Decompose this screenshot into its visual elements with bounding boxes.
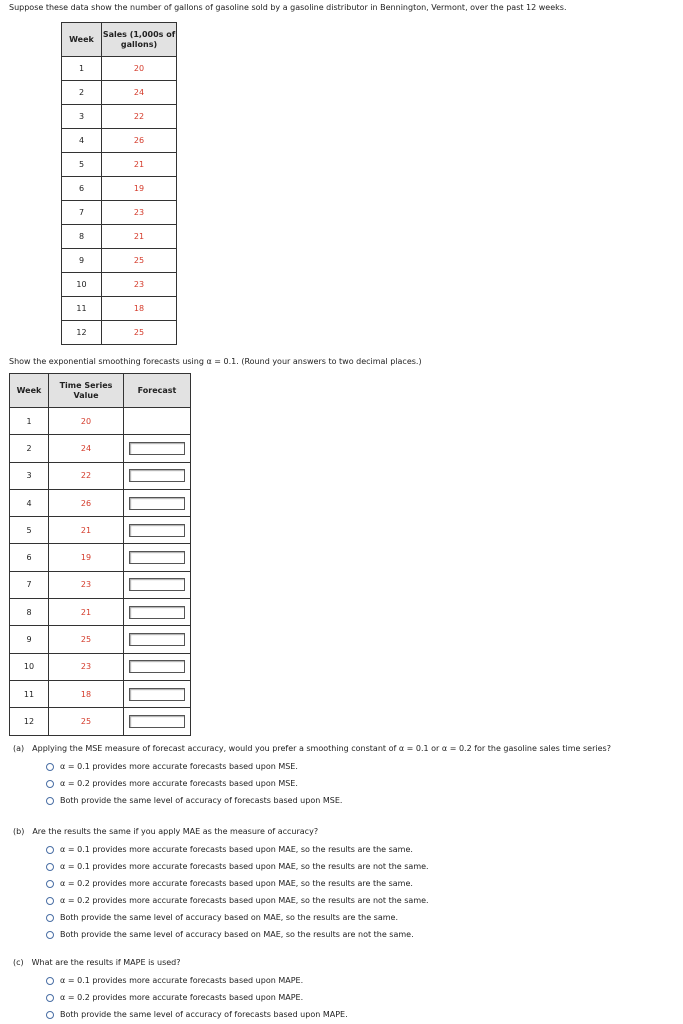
sales-cell: 25 (102, 249, 177, 273)
intro-text: Suppose these data show the number of gallons of gasoline sold by a gasoline distributor in Bennington, Vermont, over the past 12 weeks. (9, 3, 567, 12)
forecast-input-week-10[interactable] (129, 660, 185, 673)
answer-option[interactable] (46, 858, 429, 875)
table-row (62, 57, 177, 81)
value-cell: 18 (49, 680, 124, 707)
week-cell: 11 (62, 297, 102, 321)
forecast-input-week-2[interactable] (129, 442, 185, 455)
option-label: Both provide the same level of accuracy based on MAE, so the results are not the same. (60, 930, 414, 939)
week-cell: 2 (62, 81, 102, 105)
forecast-input-week-9[interactable] (129, 633, 185, 646)
table-row (10, 435, 191, 462)
forecast-input-week-11[interactable] (129, 688, 185, 701)
answer-option[interactable] (46, 775, 611, 792)
answer-option[interactable] (46, 972, 348, 989)
sales-cell: 25 (102, 321, 177, 345)
value-cell: 19 (49, 544, 124, 571)
week-cell: 10 (10, 653, 49, 680)
option-label: α = 0.2 provides more accurate forecasts based upon MSE. (60, 779, 298, 788)
week-cell: 1 (10, 408, 49, 435)
table-row (10, 680, 191, 707)
option-label: Both provide the same level of accuracy of forecasts based upon MAPE. (60, 1010, 348, 1019)
forecast-cell (124, 489, 191, 516)
week-cell: 7 (62, 201, 102, 225)
forecast-input-week-7[interactable] (129, 578, 185, 591)
sales-cell: 21 (102, 225, 177, 249)
forecast-input-week-5[interactable] (129, 524, 185, 537)
value-cell: 21 (49, 599, 124, 626)
forecast-cell (124, 435, 191, 462)
value-cell: 25 (49, 708, 124, 735)
forecast-input-week-4[interactable] (129, 497, 185, 510)
radio-button[interactable] (46, 880, 54, 888)
forecast-cell (124, 544, 191, 571)
question-label: (a) (13, 744, 25, 753)
sales-cell: 23 (102, 201, 177, 225)
week-cell: 4 (10, 489, 49, 516)
week-cell: 10 (62, 273, 102, 297)
question-a (13, 744, 611, 809)
week-cell: 1 (62, 57, 102, 81)
radio-button[interactable] (46, 994, 54, 1002)
sales-cell: 19 (102, 177, 177, 201)
sales-data-table (61, 22, 177, 345)
sales-cell: 26 (102, 129, 177, 153)
question-text: Are the results the same if you apply MAE as the measure of accuracy? (32, 827, 319, 836)
table-row (10, 626, 191, 653)
week-cell: 12 (10, 708, 49, 735)
value-cell: 21 (49, 517, 124, 544)
week-cell: 9 (10, 626, 49, 653)
radio-button[interactable] (46, 914, 54, 922)
table-row (10, 708, 191, 735)
time-series-header: Time Series Value (49, 374, 124, 408)
table-row (10, 544, 191, 571)
option-label: α = 0.2 provides more accurate forecasts based upon MAE, so the results are the same. (60, 879, 413, 888)
radio-button[interactable] (46, 977, 54, 985)
table-row (62, 153, 177, 177)
week-cell: 3 (10, 462, 49, 489)
value-cell: 26 (49, 489, 124, 516)
option-label: α = 0.2 provides more accurate forecasts based upon MAPE. (60, 993, 304, 1002)
answer-option[interactable] (46, 841, 429, 858)
option-label: α = 0.1 provides more accurate forecasts based upon MAE, so the results are not the same. (60, 862, 429, 871)
sales-cell: 20 (102, 57, 177, 81)
answer-option[interactable] (46, 792, 611, 809)
forecast-cell (124, 626, 191, 653)
week-cell: 8 (62, 225, 102, 249)
radio-button[interactable] (46, 931, 54, 939)
sales-cell: 22 (102, 105, 177, 129)
table-row (10, 571, 191, 598)
value-cell: 20 (49, 408, 124, 435)
forecast-input-week-12[interactable] (129, 715, 185, 728)
option-label: α = 0.1 provides more accurate forecasts based upon MAE, so the results are the same. (60, 845, 413, 854)
forecast-cell-empty (124, 408, 191, 435)
table-row (10, 653, 191, 680)
forecast-header: Forecast (124, 374, 191, 408)
week-cell: 2 (10, 435, 49, 462)
table-row (10, 599, 191, 626)
week-header: Week (10, 374, 49, 408)
value-cell: 23 (49, 571, 124, 598)
table-row (62, 297, 177, 321)
value-cell: 24 (49, 435, 124, 462)
table-row (10, 462, 191, 489)
week-cell: 4 (62, 129, 102, 153)
forecast-input-week-8[interactable] (129, 606, 185, 619)
radio-button[interactable] (46, 897, 54, 905)
sales-cell: 23 (102, 273, 177, 297)
option-label: Both provide the same level of accuracy based on MAE, so the results are the same. (60, 913, 398, 922)
forecast-cell (124, 517, 191, 544)
forecast-cell (124, 653, 191, 680)
sales-header: Sales (1,000s of gallons) (102, 23, 177, 57)
option-label: α = 0.2 provides more accurate forecasts based upon MAE, so the results are not the same. (60, 896, 429, 905)
question-text: What are the results if MAPE is used? (31, 958, 181, 967)
answer-option[interactable] (46, 875, 429, 892)
value-cell: 23 (49, 653, 124, 680)
week-cell: 9 (62, 249, 102, 273)
radio-button[interactable] (46, 863, 54, 871)
option-label: α = 0.1 provides more accurate forecasts based upon MAPE. (60, 976, 304, 985)
forecast-table (9, 373, 191, 736)
value-cell: 22 (49, 462, 124, 489)
forecast-input-week-6[interactable] (129, 551, 185, 564)
instruction-text: Show the exponential smoothing forecasts using α = 0.1. (Round your answers to two decimal places.) (9, 357, 422, 366)
forecast-cell (124, 708, 191, 735)
sales-cell: 24 (102, 81, 177, 105)
radio-button[interactable] (46, 763, 54, 771)
sales-cell: 18 (102, 297, 177, 321)
week-cell: 3 (62, 105, 102, 129)
question-b (13, 827, 429, 943)
table-row (62, 321, 177, 345)
table-row (62, 105, 177, 129)
table-row (62, 81, 177, 105)
table-row (10, 517, 191, 544)
week-cell: 7 (10, 571, 49, 598)
answer-option[interactable] (46, 758, 611, 775)
table-row (10, 408, 191, 435)
week-cell: 11 (10, 680, 49, 707)
question-label: (b) (13, 827, 25, 836)
sales-cell: 21 (102, 153, 177, 177)
table-row (62, 273, 177, 297)
forecast-cell (124, 571, 191, 598)
option-label: Both provide the same level of accuracy of forecasts based upon MSE. (60, 796, 343, 805)
table-row (62, 129, 177, 153)
answer-option[interactable] (46, 926, 429, 943)
forecast-cell (124, 462, 191, 489)
week-cell: 6 (10, 544, 49, 571)
week-header: Week (62, 23, 102, 57)
forecast-cell (124, 680, 191, 707)
week-cell: 8 (10, 599, 49, 626)
radio-button[interactable] (46, 1011, 54, 1019)
answer-option[interactable] (46, 1006, 348, 1023)
week-cell: 5 (62, 153, 102, 177)
forecast-cell (124, 599, 191, 626)
week-cell: 6 (62, 177, 102, 201)
radio-button[interactable] (46, 797, 54, 805)
table-row (62, 177, 177, 201)
table-row (10, 489, 191, 516)
week-cell: 5 (10, 517, 49, 544)
question-text: Applying the MSE measure of forecast accuracy, would you prefer a smoothing constant of α = 0.1 or α = 0.2 for the gasoline sales time series? (32, 744, 611, 753)
answer-option[interactable] (46, 989, 348, 1006)
radio-button[interactable] (46, 846, 54, 854)
question-label: (c) (13, 958, 24, 967)
table-row (62, 201, 177, 225)
forecast-input-week-3[interactable] (129, 469, 185, 482)
radio-button[interactable] (46, 780, 54, 788)
table-row (62, 249, 177, 273)
answer-option[interactable] (46, 892, 429, 909)
table-row (62, 225, 177, 249)
answer-option[interactable] (46, 909, 429, 926)
question-c (13, 958, 348, 1023)
value-cell: 25 (49, 626, 124, 653)
option-label: α = 0.1 provides more accurate forecasts based upon MSE. (60, 762, 298, 771)
week-cell: 12 (62, 321, 102, 345)
